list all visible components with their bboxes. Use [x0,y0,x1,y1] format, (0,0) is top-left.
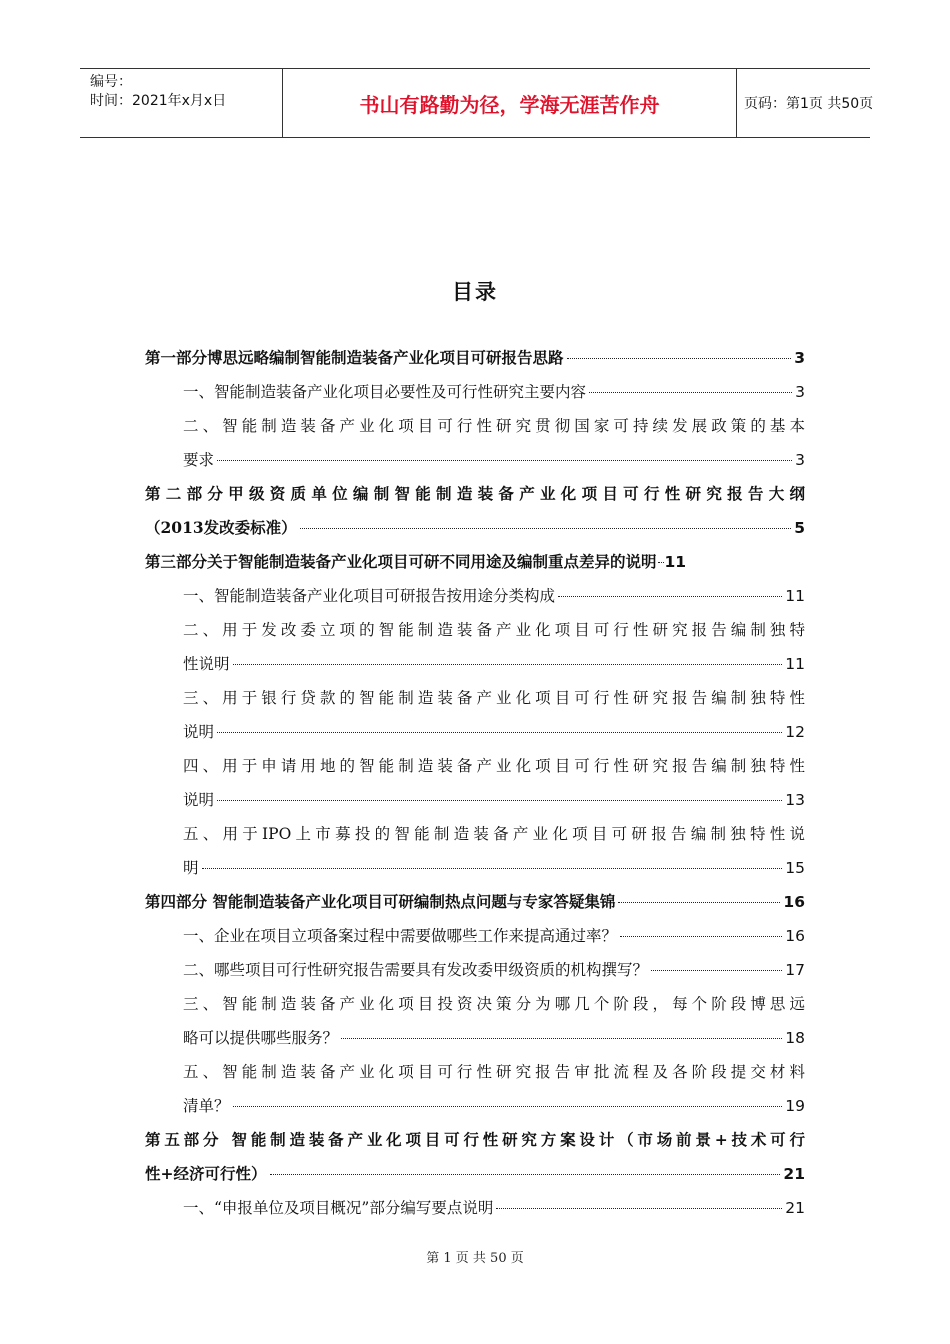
toc-entry[interactable] [145,885,805,919]
document-time-label: 时间：2021年x月x日 [90,93,227,109]
toc-entry[interactable] [145,987,805,1021]
toc-entry[interactable] [145,613,805,647]
toc-page-number: 21 [783,1165,805,1183]
toc-page-number: 19 [785,1097,805,1115]
toc-leader-dots [496,1207,782,1209]
toc-page-number: 11 [785,587,805,605]
toc-entry-text: 二、智能制造装备产业化项目可行性研究贯彻国家可持续发展政策的基本 [183,417,805,435]
toc-leader-dots [651,969,782,971]
toc-entry-text: 性说明 [183,655,230,673]
toc-entry-text: 三、用于银行贷款的智能制造装备产业化项目可行性研究报告编制独特性 [183,689,805,707]
toc-entry[interactable] [145,579,805,613]
page-header [80,68,874,138]
toc-entry-text: 五、用于IPO上市募投的智能制造装备产业化项目可研报告编制独特性说 [183,825,805,843]
toc-entry[interactable] [145,545,805,579]
toc-leader-dots [217,459,792,461]
toc-page-number: 16 [783,893,805,911]
toc-page-number: 13 [785,791,805,809]
toc-leader-dots [233,1105,783,1107]
toc-page-number: 18 [785,1029,805,1047]
toc-leader-dots [217,799,782,801]
toc-entry[interactable] [145,1191,805,1225]
toc-page-number: 21 [785,1199,805,1217]
toc-title: 目录 [452,280,498,304]
toc-entry-continuation[interactable] [145,1021,805,1055]
toc-entry-text: 二、用于发改委立项的智能制造装备产业化项目可行性研究报告编制独特 [183,621,805,639]
toc-entry[interactable] [145,1055,805,1089]
toc-leader-dots [620,935,782,937]
toc-leader-dots [589,391,792,393]
toc-entry-text: 第四部分 智能制造装备产业化项目可研编制热点问题与专家答疑集锦 [145,892,616,911]
toc-leader-dots [618,901,780,903]
toc-entry-text: 说明 [183,791,215,809]
header-motto: 书山有路勤为径，学海无涯苦作舟 [282,69,737,137]
toc-entry-continuation[interactable] [145,443,805,477]
toc-entry-text: 清单？ [183,1097,230,1115]
toc-entry[interactable] [145,953,805,987]
toc-entry-text: 第二部分甲级资质单位编制智能制造装备产业化项目可行性研究报告大纲 [145,484,805,503]
toc-page-number: 3 [795,451,805,469]
toc-entry-text: 三、智能制造装备产业化项目投资决策分为哪几个阶段，每个阶段博思远 [183,995,805,1013]
toc-leader-dots [558,595,782,597]
toc-entry[interactable] [145,409,805,443]
toc-entry-text: 五、智能制造装备产业化项目可行性研究报告审批流程及各阶段提交材料 [183,1063,805,1081]
toc-entry[interactable] [145,749,805,783]
toc-entry-text: 四、用于申请用地的智能制造装备产业化项目可行性研究报告编制独特性 [183,757,805,775]
header-page-label: 页码：第1页 共50页 [744,96,874,112]
toc-leader-dots [217,731,782,733]
toc-entry[interactable] [145,375,805,409]
toc-entry[interactable] [145,817,805,851]
page-footer: 第 1 页 共 50 页 [426,1251,524,1266]
toc-entry-text: 一、智能制造装备产业化项目必要性及可行性研究主要内容 [183,383,587,401]
toc-entry-text: 要求 [183,451,215,469]
toc-page-number: 3 [794,349,805,367]
toc-entry[interactable] [145,1123,805,1157]
toc-entry-continuation[interactable] [145,851,805,885]
toc-entry-text: 第五部分 智能制造装备产业化项目可行性研究方案设计（市场前景+技术可行 [145,1130,805,1149]
toc-entry-text: 二、哪些项目可行性研究报告需要具有发改委甲级资质的机构撰写？ [183,961,649,979]
document-number-label: 编号： [90,74,132,90]
toc-entry-text: 第一部分博思远略编制智能制造装备产业化项目可研报告思路 [145,348,564,367]
table-of-contents [145,341,805,1225]
toc-entry-continuation[interactable] [145,783,805,817]
toc-page-number: 17 [785,961,805,979]
toc-page-number: 15 [785,859,805,877]
toc-page-number: 12 [785,723,805,741]
toc-entry-continuation[interactable] [145,647,805,681]
toc-leader-dots [658,561,664,563]
toc-entry-text: 一、企业在项目立项备案过程中需要做哪些工作来提高通过率？ [183,927,618,945]
toc-leader-dots [341,1037,782,1039]
toc-entry-continuation[interactable] [145,511,805,545]
toc-page-number: 11 [785,655,805,673]
toc-page-number: 3 [795,383,805,401]
toc-entry[interactable] [145,919,805,953]
toc-entry-continuation[interactable] [145,1089,805,1123]
toc-leader-dots [270,1173,781,1175]
toc-entry-text: 性+经济可行性） [145,1164,267,1183]
toc-page-number: 16 [785,927,805,945]
header-meta [80,69,282,137]
toc-entry-text: 说明 [183,723,215,741]
toc-entry[interactable] [145,681,805,715]
toc-entry-text: 明 [183,859,199,877]
toc-entry-text: 一、智能制造装备产业化项目可研报告按用途分类构成 [183,587,556,605]
toc-page-number: 11 [664,553,687,571]
toc-entry[interactable] [145,341,805,375]
toc-entry[interactable] [145,477,805,511]
toc-entry-continuation[interactable] [145,1157,805,1191]
toc-page-number: 5 [794,519,805,537]
toc-leader-dots [233,663,783,665]
toc-leader-dots [300,527,792,529]
toc-entry-text: 一、“申报单位及项目概况”部分编写要点说明 [183,1199,494,1217]
toc-entry-text: （2013发改委标准） [145,518,297,537]
toc-entry-text: 略可以提供哪些服务？ [183,1029,339,1047]
toc-leader-dots [202,867,783,869]
toc-leader-dots [567,357,792,359]
toc-entry-continuation[interactable] [145,715,805,749]
toc-entry-text: 第三部分关于智能制造装备产业化项目可研不同用途及编制重点差异的说明 [145,552,657,571]
